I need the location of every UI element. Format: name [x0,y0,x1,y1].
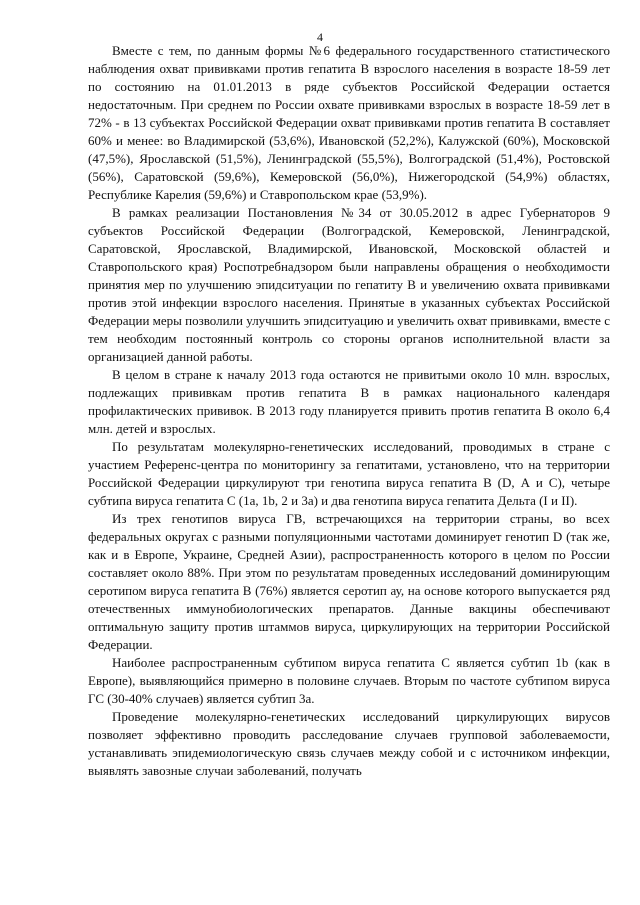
paragraph-hcv-subtypes: Наиболее распространенным субтипом вируса гепатита С является субтип 1b (как в Европе), выявляющийся примерно в половине случаев. Вторым по частоте субтипом вируса ГС (30-40% случаев) является субтип 3а. [88,655,610,706]
paragraph-vaccination-coverage: Вместе с тем, по данным формы №6 федерального государственного статистического наблюдения охват прививками против гепатита В взрослого населения в возрасте 18-59 лет по состоянию на 01.01.2013 в ряде субъектов Российской Федерации остается недостаточным. При среднем по России охвате прививками взрослых в возрасте 18-59 лет в 72% - в 13 субъектах Российской Федерации охват прививками против гепатита В составляет 60% и менее: во Владимирской (53,6%), Ивановской (52,2%), Калужской (60%), Московской (47,5%), Ярославской (51,5%), Ленинградской (55,5%), Волгоградской (51,4%), Ростовской (56%), Саратовской (59,6%), Кемеровской (56,0%), Нижегородской (54,9%) областях, Республике Карелия (59,6%) и Ставропольском крае (53,9%). [88,43,610,202]
paragraph-hbv-genotypes: Из трех генотипов вируса ГВ, встречающихся на территории страны, во всех федеральных округах с разными популяционными частотами доминирует генотип D (так же, как и в Европе, Украине, Средней Азии), распространенность которого в целом по России составляет около 88%. При этом по результатам проведенных исследований доминирующим серотипом вируса гепатита В (76%) является серотип ау, на основе которого выпускается ряд отечественных иммунобиологических препаратов. Данные вакцины обеспечивают оптимальную защиту против штаммов вируса, циркулирующих на территории Российской Федерации. [88,511,610,652]
paragraph-genetic-studies: По результатам молекулярно-генетических исследований, проводимых в стране с участием Референс-центра по мониторингу за гепатитами, установлено, что на территории Российской Федерации циркулируют три генотипа вируса гепатита В (D, А и С), четыре субтипа вируса гепатита С (1а, 1b, 2 и 3а) и два генотипа вируса гепатита Дельта (I и II). [88,439,610,508]
paragraph-molecular-investigation: Проведение молекулярно-генетических исследований циркулирующих вирусов позволяет эффективно проводить расследование случаев групповой заболеваемости, устанавливать эпидемиологическую связь случаев между собой и с источником инфекции, выявлять завозные случаи заболеваний, получать [88,709,610,778]
paragraph-regulation-34: В рамках реализации Постановления №34 от 30.05.2012 в адрес Губернаторов 9 субъектов Российской Федерации (Волгоградской, Кемеровской, Ленинградской, Саратовской, Ярославской, Владимирской, Ивановской, Московской областей и Ставропольского края) Роспотребнадзором были направлены обращения о необходимости принятия мер по улучшению эпидситуации по гепатиту В и увеличению охвата прививками против этой инфекции взрослого населения. Принятые в указанных субъектах Российской Федерации меры позволили улучшить эпидситуацию и увеличить охват прививками, вместе с тем необходим постоянный контроль со стороны органов исполнительной власти за организацией данной работы. [88,205,610,364]
page-number: 4 [317,30,323,44]
paragraph-unvaccinated-adults: В целом в стране к началу 2013 года остаются не привитыми около 10 млн. взрослых, подлежащих прививкам против гепатита В в рамках национального календаря профилактических прививок. В 2013 году планируется привить против гепатита В около 6,4 млн. детей и взрослых. [88,367,610,436]
document-body [88,42,610,780]
